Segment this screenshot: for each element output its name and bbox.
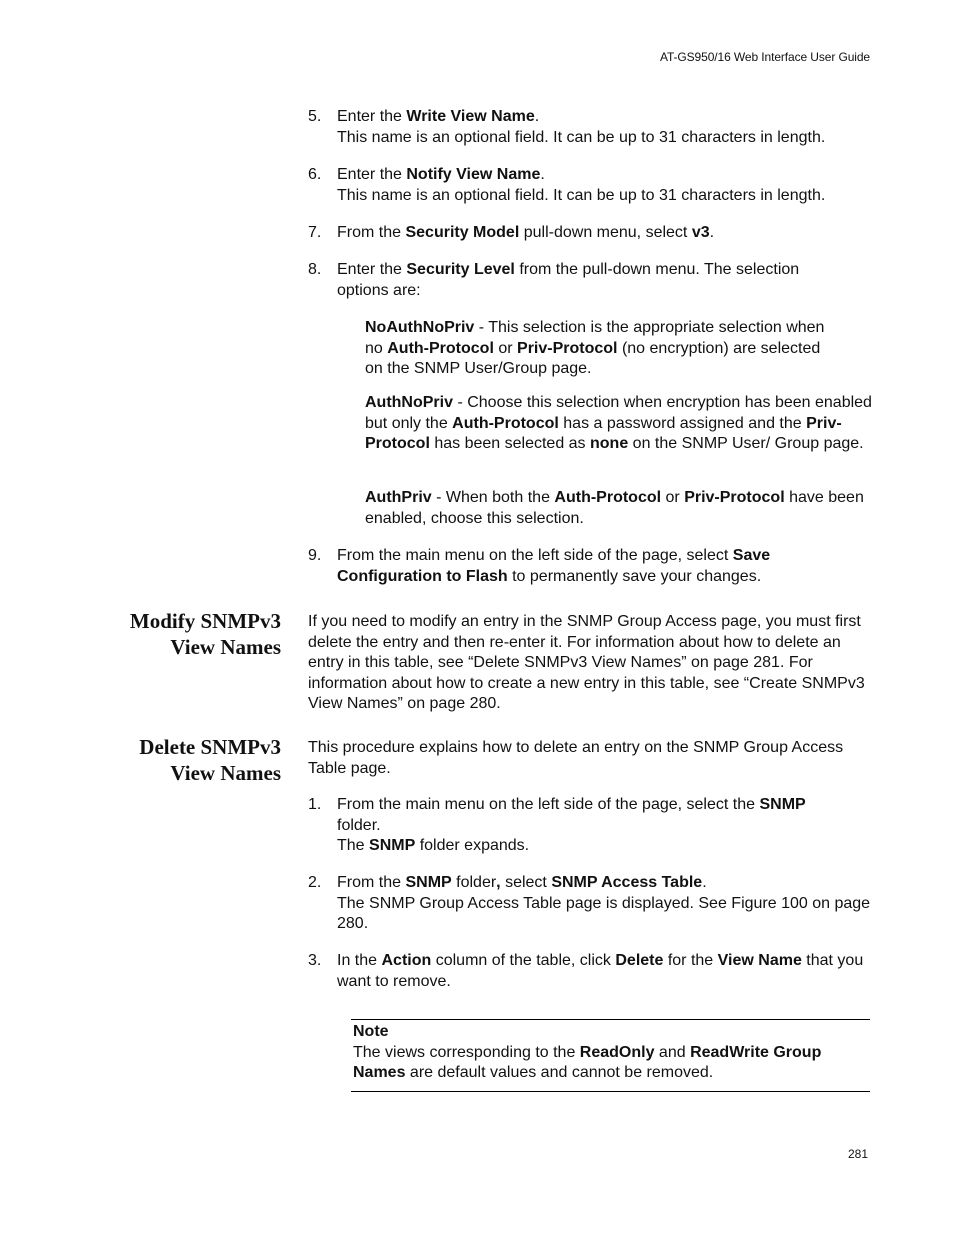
delete-section-intro: This procedure explains how to delete an entry on the SNMP Group Access Table page. [308, 739, 844, 777]
step-5 [308, 107, 878, 148]
step-6 [308, 165, 878, 206]
option-text: (no encryption) are selected on the SNMP User/Group page. [365, 339, 821, 377]
step-number: 7. [308, 224, 322, 241]
step-text: folder [451, 874, 497, 891]
menu-item-name: SNMP [405, 874, 452, 891]
heading-line: Delete SNMPv3 [139, 735, 281, 759]
step-text: column of the table, click [431, 952, 616, 969]
step-text: In the [337, 952, 382, 969]
step-number: 9. [308, 547, 322, 564]
field-name: Notify View Name [406, 166, 541, 183]
menu-item-name: Save Configuration to Flash [337, 547, 771, 585]
option-name: AuthPriv [365, 489, 432, 506]
note-text: are default values and cannot be removed. [405, 1064, 714, 1081]
step-text: . [709, 224, 715, 241]
field-name: Security Level [406, 261, 515, 278]
step-number: 3. [308, 952, 322, 969]
option-name: AuthNoPriv [365, 394, 453, 411]
step-result: The SNMP Group Access Table page is displayed. See Figure 100 on page 280. [337, 894, 871, 932]
option-text: on the SNMP User/ Group page. [628, 435, 864, 452]
button-name: Delete [615, 952, 664, 969]
step-text: folder. [337, 816, 381, 834]
note-text: The views corresponding to the [353, 1043, 580, 1061]
delete-step-3 [308, 951, 878, 992]
step-number: 6. [308, 166, 322, 183]
step-9 [308, 546, 828, 587]
page-number: 281 [847, 1147, 868, 1161]
step-text: Enter the [337, 108, 407, 125]
heading-line: Modify SNMPv3 [129, 609, 281, 633]
step-detail: This name is an optional field. It can be up to 31 characters in length. [337, 186, 826, 204]
field-name: Write View Name [406, 108, 535, 125]
step-text: From the [337, 224, 406, 241]
delete-step-2 [308, 873, 878, 935]
guide-title-header: AT-GS950/16 Web Interface User Guide [659, 50, 870, 64]
menu-item-name: SNMP Access Table [551, 874, 703, 891]
option-name: NoAuthNoPriv [365, 319, 475, 336]
step-number: 2. [308, 874, 322, 891]
step-text: pull-down menu, select [519, 224, 692, 241]
group-name: ReadWrite Group Names [353, 1043, 822, 1081]
heading-line: View Names [170, 635, 281, 659]
option-text: has a password assigned and the [558, 414, 807, 432]
note-text: and [654, 1043, 691, 1061]
option-text: or [661, 489, 685, 506]
step-text: . [702, 874, 707, 891]
field-name: Auth-Protocol [387, 339, 494, 357]
heading-line: View Names [170, 761, 281, 785]
step-text: Enter the [337, 261, 407, 278]
step-text: , [496, 874, 501, 891]
column-name: Action [381, 952, 432, 969]
step-text: that you want to remove. [337, 952, 864, 990]
group-name: ReadOnly [579, 1043, 655, 1061]
option-text: or [493, 339, 518, 357]
option-authpriv [365, 488, 865, 529]
step-result [337, 836, 848, 857]
step-text: . [540, 166, 545, 183]
step-text: select [500, 874, 552, 891]
step-number: 1. [308, 796, 322, 813]
step-text: From the [337, 874, 406, 891]
step-number: 8. [308, 261, 322, 278]
section-heading-delete [100, 734, 281, 786]
note-box [351, 1019, 870, 1092]
step-text: folder expands. [415, 837, 530, 854]
step-text: Enter the [337, 166, 407, 183]
field-name: Priv-Protocol [684, 489, 785, 506]
step-text: The [337, 837, 370, 854]
step-7 [308, 223, 878, 244]
step-number: 5. [308, 108, 322, 125]
option-value: v3 [691, 224, 710, 241]
step-detail: This name is an optional field. It can be up to 31 characters in length. [337, 128, 826, 146]
field-name: View Name [717, 952, 802, 969]
option-text: has been selected as [429, 435, 590, 452]
step-8 [308, 260, 848, 301]
option-text: - Choose this selection when encryption has been enabled but only the [365, 394, 872, 432]
delete-step-1 [308, 795, 848, 857]
option-text: have been enabled, choose this selection. [365, 489, 864, 527]
option-value: none [590, 435, 629, 452]
step-text: . [534, 108, 540, 125]
step-text: From the main menu on the left side of the page, select the [337, 796, 760, 813]
step-text: for the [663, 952, 718, 969]
modify-section-body: If you need to modify an entry in the SNMP Group Access page, you must first delete the entry and then re-enter it. For information about how to delete an entry in this table, see “Delete SNMPv3 View Names” on page 281. For information about how to create a new entry in this table, see “Create SNMPv3 View Names” on page 280. [308, 613, 865, 712]
note-body [353, 1043, 868, 1084]
option-noauthnopriv [365, 318, 835, 380]
section-heading-modify [100, 608, 281, 660]
field-name: Priv-Protocol [365, 414, 842, 452]
step-text: From the main menu on the left side of the page, select [337, 547, 733, 564]
option-text: - This selection is the appropriate selection when no [365, 319, 825, 357]
menu-item-name: SNMP [369, 837, 416, 854]
field-name: Auth-Protocol [554, 489, 662, 506]
menu-item-name: SNMP [759, 796, 806, 813]
option-text: - When both the [431, 489, 555, 506]
note-title: Note [353, 1023, 389, 1040]
step-text: to permanently save your changes. [507, 567, 762, 585]
field-name: Auth-Protocol [452, 414, 559, 432]
step-text: from the pull-down menu. The selection options are: [337, 261, 800, 299]
field-name: Priv-Protocol [517, 339, 618, 357]
field-name: Security Model [405, 224, 520, 241]
option-authnopriv [365, 393, 875, 455]
